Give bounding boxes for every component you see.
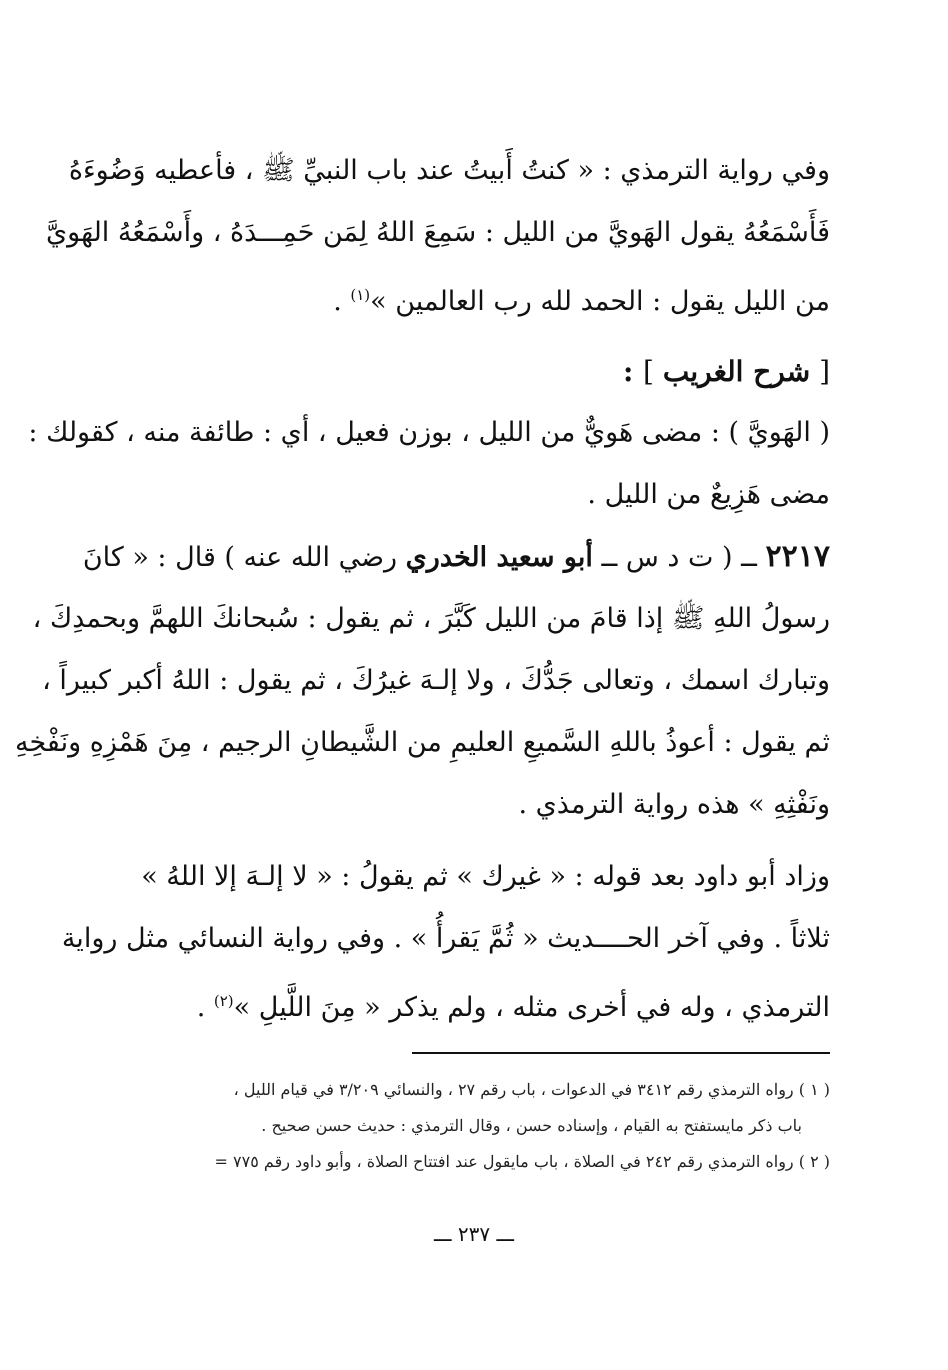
hadith-2217: [15, 526, 830, 836]
footnote-reference: (٢): [213, 992, 234, 1010]
hadith-header-rest: رضي الله عنه ) قال : « كانَ: [82, 542, 406, 573]
text-line: ( الهَويَّ ) : مضى هَويٌّ من الليل ، بوزن فعيل ، أي : طائفة منه ، كقولك :: [28, 417, 830, 448]
text-line: وتبارك اسمك ، وتعالى جَدُّكَ ، ولا إلـهَ غيرُكَ ، ثم يقول : اللهُ أكبر كبيراً ،: [42, 665, 830, 696]
text-line-content: من الليل يقول : الحمد لله رب العالمين »: [370, 286, 830, 317]
hadith-number: ٢٢١٧: [765, 539, 830, 574]
text-line: ثم يقول : أعوذُ باللهِ السَّميعِ العليمِ من الشَّيطانِ الرجيم ، مِنَ هَمْزِهِ ونَفْخِهِ: [15, 727, 830, 758]
text-line: [100, 264, 830, 326]
text-line: وفي رواية الترمذي : « كنتُ أَبيتُ عند باب النبيِّ ﷺ ، فأعطيه وَضُوءَهُ: [68, 155, 830, 186]
footnote-divider: [412, 1052, 830, 1054]
footnote-1-line-1: ( ١ ) رواه الترمذي رقم ٣٤١٢ في الدعوات ، باب رقم ٢٧ ، والنسائي ٣/٢٠٩ في قيام الليل ،: [233, 1080, 830, 1099]
hadith-narrator: أبو سعيد الخدري: [405, 542, 593, 573]
paragraph-tirmidhi-narration: [46, 140, 830, 326]
heading-label: شرح الغريب: [662, 355, 811, 388]
text-line: [100, 970, 830, 1032]
text-line: ثلاثاً . وفي آخر الحــــديث « ثُمَّ يَقرأُ » . وفي رواية النسائي مثل رواية: [61, 923, 830, 954]
text-line-content: الترمذي ، وله في أخرى مثله ، ولم يذكر « مِنَ اللَّيلِ »: [233, 992, 830, 1023]
footnote-1-line-2: باب ذكر مايستفتح به القيام ، وإسناده حسن ، وقال الترمذي : حديث حسن صحيح .: [261, 1116, 802, 1135]
text-line: رسولُ اللهِ ﷺ إذا قامَ من الليل كَبَّرَ ، ثم يقول : سُبحانكَ اللهمَّ وبحمدِكَ ،: [32, 603, 830, 634]
text-line: مضى هَزِيعٌ من الليل .: [587, 479, 830, 510]
heading-colon: :: [622, 355, 644, 388]
text-line: ونَفْثِهِ » هذه رواية الترمذي .: [518, 789, 830, 820]
paragraph-abu-dawud-addition: [61, 846, 830, 1032]
line-terminator: .: [333, 286, 351, 317]
hadith-header-line: [82, 526, 830, 588]
hadith-sources: ــ ( ت د س ــ: [592, 542, 766, 573]
text-line: وزاد أبو داود بعد قوله : « غيرك » ثم يقولُ : « لا إلـهَ إلا اللهُ »: [141, 861, 830, 892]
close-bracket: ]: [643, 355, 663, 388]
footnotes: [102, 1072, 830, 1180]
text-line: فَأَسْمَعُهُ يقول الهَويَّ من الليل : سَمِعَ اللهُ لِمَن حَمِـــدَهُ ، وأَسْمَعُهُ الهَويَّ: [46, 217, 830, 248]
open-bracket: [: [810, 355, 830, 388]
footnote-2-line-1: ( ٢ ) رواه الترمذي رقم ٢٤٢ في الصلاة ، باب مايقول عند افتتاح الصلاة ، وأبو داود رقم ٧٧٥ =: [214, 1152, 830, 1171]
page-number: ـــ ٢٣٧ ـــ: [433, 1222, 515, 1246]
footnote-reference: (١): [350, 286, 371, 304]
section-heading-gharib: [623, 342, 830, 402]
line-terminator: .: [196, 992, 214, 1023]
paragraph-gharib-explanation: [28, 402, 830, 526]
